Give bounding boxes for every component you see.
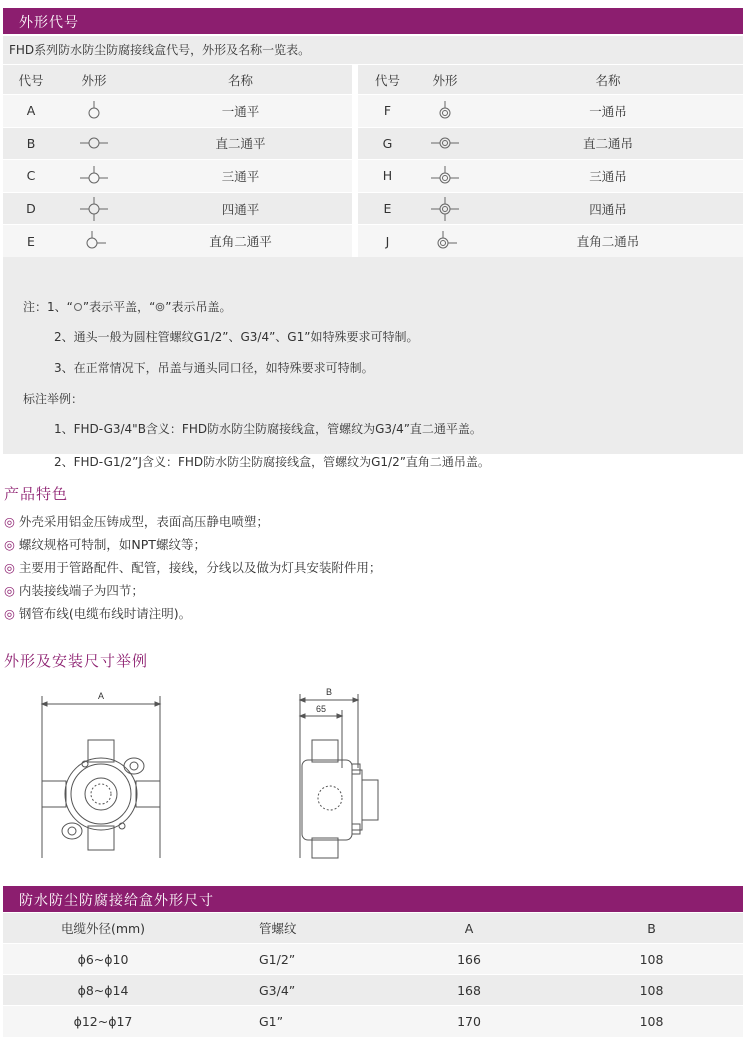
flat-four-way-icon xyxy=(74,196,114,222)
shape-code-panel xyxy=(3,36,743,469)
table-row xyxy=(3,192,743,225)
table-row xyxy=(3,160,743,193)
feature-item: ◎ 螺纹规格可特制，如NPT螺纹等； xyxy=(4,537,206,552)
hanging-three-way-icon xyxy=(425,164,465,188)
dim-b-cell: 108 xyxy=(560,975,743,1006)
dimension-table xyxy=(3,912,743,1037)
code-cell: B xyxy=(3,127,59,160)
hanging-two-way-straight-icon xyxy=(425,131,465,155)
bullet-icon: ◎ xyxy=(4,583,15,598)
header-shape: 外形 xyxy=(59,65,129,95)
dimensions-example-title: 外形及安装尺寸举例 xyxy=(4,652,149,670)
hanging-four-way-icon xyxy=(425,196,465,222)
table-row xyxy=(3,944,743,975)
bullet-icon: ◎ xyxy=(4,514,15,529)
flat-two-way-straight-icon xyxy=(74,131,114,155)
note-1: 注：1、“ ”表示平盖，“ ”表示吊盖。 xyxy=(23,300,232,314)
note-3: 3、在正常情况下，吊盖与通头同口径，如特殊要求可特制。 xyxy=(54,361,374,375)
svg-text:A: A xyxy=(97,691,105,701)
section-title: 外形代号 xyxy=(19,15,79,31)
code-cell: C xyxy=(3,160,59,193)
table-row xyxy=(3,95,743,128)
example-1: 1、FHD-G3/4"B含义：FHD防水防尘防腐接线盒，管螺纹为G3/4”直二通平盖。 xyxy=(54,422,482,436)
name-cell: 三通平 xyxy=(129,160,355,193)
name-cell: 四通平 xyxy=(129,192,355,225)
header-a: A xyxy=(378,913,560,944)
table-row xyxy=(3,127,743,160)
front-view-drawing xyxy=(42,696,160,858)
table-row xyxy=(3,1006,743,1037)
table-row xyxy=(3,225,743,258)
flat-one-way-icon xyxy=(74,99,114,123)
table-header-row xyxy=(3,913,743,944)
features-title: 产品特色 xyxy=(4,485,69,503)
flat-right-angle-two-way-icon xyxy=(74,229,114,253)
dim-b-cell: 108 xyxy=(560,944,743,975)
feature-item: ◎ 外壳采用铝金压铸成型，表面高压静电喷塑； xyxy=(4,514,269,529)
bullet-icon: ◎ xyxy=(4,560,15,575)
section-header-shape-codes xyxy=(3,8,743,34)
dim-b-cell: 108 xyxy=(560,1006,743,1037)
thread-cell: G3/4” xyxy=(203,975,378,1006)
header-shape: 外形 xyxy=(417,65,473,95)
svg-text:65: 65 xyxy=(315,704,327,714)
name-cell: 三通吊 xyxy=(473,160,743,193)
cable-diameter-cell: ϕ12~ϕ17 xyxy=(3,1006,203,1037)
example-2: 2、FHD-G1/2”J含义：FHD防水防尘防腐接线盒，管螺纹为G1/2”直角二通吊盖。 xyxy=(54,455,490,469)
table-header-row xyxy=(3,65,743,95)
header-name: 名称 xyxy=(473,65,743,95)
flat-three-way-icon xyxy=(74,164,114,188)
cable-diameter-cell: ϕ8~ϕ14 xyxy=(3,975,203,1006)
front-view-label xyxy=(98,691,104,701)
feature-item: ◎ 主要用于管路配件、配管，接线，分线以及做为灯具安装附件用； xyxy=(4,560,382,575)
code-cell: D xyxy=(3,192,59,225)
code-cell: H xyxy=(355,160,417,193)
name-cell: 直角二通平 xyxy=(129,225,355,258)
code-cell: A xyxy=(3,95,59,128)
cable-diameter-cell: ϕ6~ϕ10 xyxy=(3,944,203,975)
name-cell: 四通吊 xyxy=(473,192,743,225)
code-cell: E xyxy=(355,192,417,225)
installation-drawing xyxy=(30,688,390,868)
side-view-drawing xyxy=(300,694,378,858)
side-view-labels xyxy=(316,688,332,714)
dim-a-cell: 166 xyxy=(378,944,560,975)
hanging-cover-symbol-icon xyxy=(155,302,165,312)
feature-item: ◎ 钢管布线(电缆布线时请注明)。 xyxy=(4,606,192,621)
thread-cell: G1/2” xyxy=(203,944,378,975)
example-title: 标注举例： xyxy=(23,392,84,406)
flat-cover-symbol-icon xyxy=(73,302,83,312)
code-cell: J xyxy=(355,225,417,258)
name-cell: 一通吊 xyxy=(473,95,743,128)
name-cell: 直角二通吊 xyxy=(473,225,743,258)
table-row xyxy=(3,975,743,1006)
intro-text: FHD系列防水防尘防腐接线盒代号，外形及名称一览表。 xyxy=(9,43,311,57)
name-cell: 一通平 xyxy=(129,95,355,128)
header-b: B xyxy=(560,913,743,944)
code-cell: G xyxy=(355,127,417,160)
header-code: 代号 xyxy=(355,65,417,95)
name-cell: 直二通吊 xyxy=(473,127,743,160)
header-code: 代号 xyxy=(3,65,59,95)
header-cable-diameter: 电缆外径(mm) xyxy=(3,913,203,944)
bullet-icon: ◎ xyxy=(4,537,15,552)
dim-a-cell: 170 xyxy=(378,1006,560,1037)
section-header-dimensions xyxy=(3,886,743,912)
note-2: 2、通头一般为圆柱管螺纹G1/2”、G3/4”、G1”如特殊要求可特制。 xyxy=(54,330,419,344)
dim-a-cell: 168 xyxy=(378,975,560,1006)
hanging-right-angle-two-way-icon xyxy=(425,229,465,253)
section-title: 防水防尘防腐接给盒外形尺寸 xyxy=(19,893,214,909)
thread-cell: G1” xyxy=(203,1006,378,1037)
code-cell: E xyxy=(3,225,59,258)
name-cell: 直二通平 xyxy=(129,127,355,160)
header-name: 名称 xyxy=(129,65,355,95)
header-thread: 管螺纹 xyxy=(203,913,378,944)
svg-text:B: B xyxy=(325,688,333,697)
hanging-one-way-icon xyxy=(425,99,465,123)
feature-item: ◎ 内装接线端子为四节； xyxy=(4,583,144,598)
bullet-icon: ◎ xyxy=(4,606,15,621)
shape-code-table xyxy=(3,64,743,257)
code-cell: F xyxy=(355,95,417,128)
